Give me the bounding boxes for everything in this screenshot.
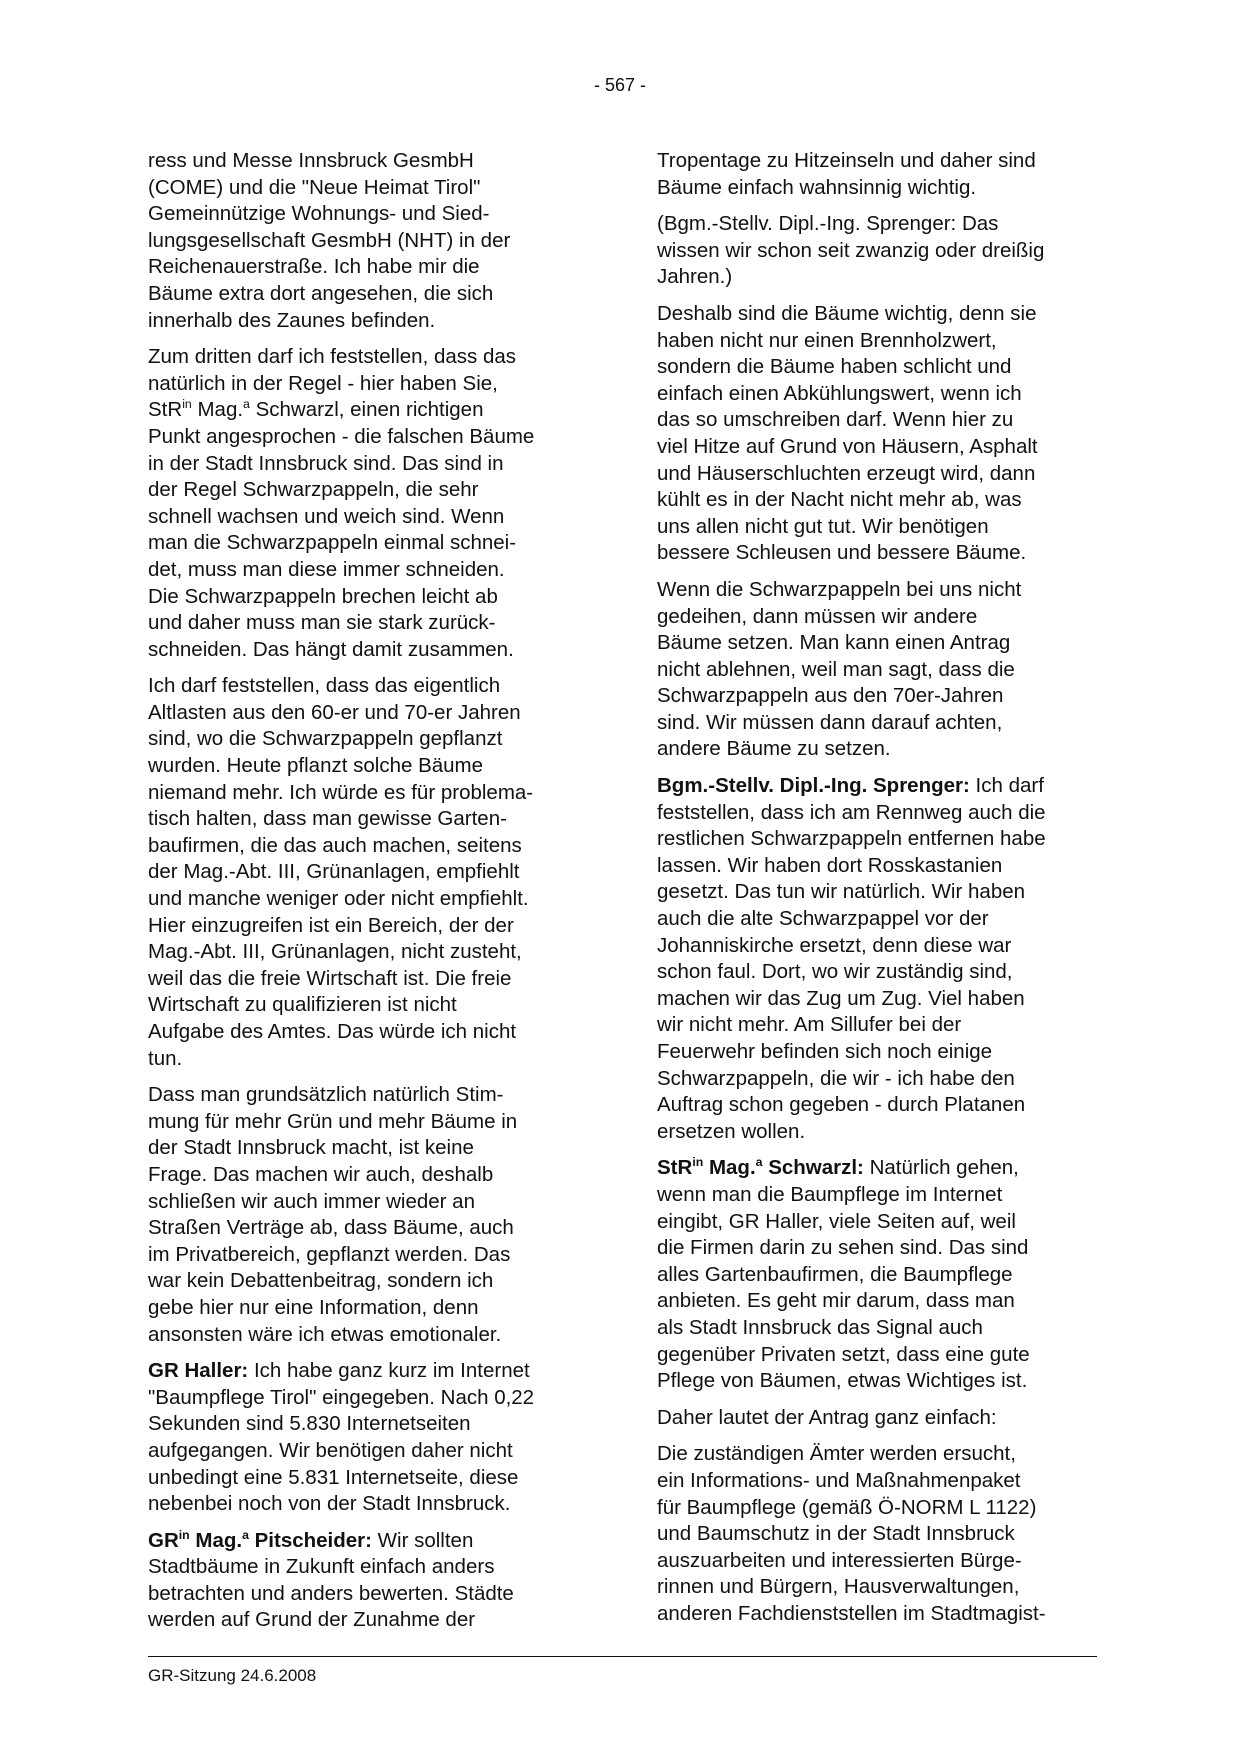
- text-line: alles Gartenbaufirmen, die Baumpflege: [657, 1262, 1013, 1286]
- text-line-with-speaker: [657, 773, 1097, 800]
- text-line: machen wir das Zug um Zug. Viel haben: [657, 986, 1025, 1010]
- right-column: [657, 148, 1097, 1637]
- text-line: restlichen Schwarzpappeln entfernen habe: [657, 827, 1046, 851]
- text-line: wir nicht mehr. Am Sillufer bei der: [657, 1013, 962, 1037]
- text-line: wenn man die Baumpflege im Internet: [657, 1182, 1003, 1206]
- text-line: andere Bäume zu setzen.: [657, 737, 891, 761]
- text-line: baufirmen, die das auch machen, seitens: [148, 833, 522, 857]
- text-line: schneiden. Das hängt damit zusammen.: [148, 637, 514, 661]
- text-line: auszuarbeiten und interessierten Bürge-: [657, 1548, 1022, 1572]
- text-line: (Bgm.-Stellv. Dipl.-Ing. Sprenger: Das: [657, 212, 999, 236]
- superscript: a: [755, 1155, 763, 1170]
- text-line: betrachten und anders bewerten. Städte: [148, 1581, 514, 1605]
- text-line: Bäume setzen. Man kann einen Antrag: [657, 631, 1011, 655]
- text-line: Mag.-Abt. III, Grünanlagen, nicht zusteht,: [148, 940, 522, 964]
- text-line: gebe hier nur eine Information, denn: [148, 1295, 479, 1319]
- text-line: Reichenauerstraße. Ich habe mir die: [148, 255, 480, 279]
- text-line: viel Hitze auf Grund von Häusern, Asphalt: [657, 434, 1038, 458]
- text-line: Hier einzugreifen ist ein Bereich, der der: [148, 913, 514, 937]
- paragraph: [657, 301, 1097, 567]
- text-line: und daher muss man sie stark zurück-: [148, 611, 496, 635]
- footer-divider: [148, 1656, 1097, 1657]
- paragraph: [148, 1082, 588, 1348]
- paragraph: [148, 673, 588, 1072]
- text-line: Gemeinnützige Wohnungs- und Sied-: [148, 202, 490, 226]
- text-line: schließen wir auch immer wieder an: [148, 1189, 475, 1213]
- text-line: Pflege von Bäumen, etwas Wichtiges ist.: [657, 1369, 1028, 1393]
- superscript: in: [692, 1155, 704, 1170]
- text-line: als Stadt Innsbruck das Signal auch: [657, 1315, 983, 1339]
- text-line: uns allen nicht gut tut. Wir benötigen: [657, 514, 989, 538]
- text-line: rinnen und Bürgern, Hausverwaltungen,: [657, 1575, 1020, 1599]
- text-line: haben nicht nur einen Brennholzwert,: [657, 328, 997, 352]
- text-line: (COME) und die "Neue Heimat Tirol": [148, 175, 481, 199]
- text: Ich darf: [969, 774, 1044, 798]
- text-line: war kein Debattenbeitrag, sondern ich: [148, 1269, 494, 1293]
- text-line: Bäume einfach wahnsinnig wichtig.: [657, 175, 977, 199]
- text-line: Straßen Verträge ab, dass Bäume, auch: [148, 1216, 514, 1240]
- left-column: [148, 148, 588, 1644]
- paragraph: [657, 148, 1097, 201]
- text: Mag.: [703, 1156, 756, 1180]
- speaker-name: [657, 1156, 864, 1179]
- text-line: auch die alte Schwarzpappel vor der: [657, 907, 989, 931]
- text-line: Sekunden sind 5.830 Internetseiten: [148, 1412, 471, 1436]
- text-line: lungsgesellschaft GesmbH (NHT) in der: [148, 228, 511, 252]
- text-line-with-speaker: [148, 1358, 588, 1385]
- text: Ich habe ganz kurz im Internet: [248, 1359, 530, 1383]
- text-line: tun.: [148, 1046, 183, 1070]
- text-line: anderen Fachdienststellen im Stadtmagist-: [657, 1601, 1046, 1625]
- text-line: die Firmen darin zu sehen sind. Das sind: [657, 1236, 1029, 1260]
- text-line: Tropentage zu Hitzeinseln und daher sind: [657, 149, 1036, 172]
- text-line: Wirtschaft zu qualifizieren ist nicht: [148, 993, 457, 1017]
- text-line: Bäume extra dort angesehen, die sich: [148, 281, 494, 305]
- paragraph: [148, 1358, 588, 1518]
- text-line: der Stadt Innsbruck macht, ist keine: [148, 1136, 474, 1160]
- text-line: Deshalb sind die Bäume wichtig, denn sie: [657, 301, 1037, 325]
- text-line: Frage. Das machen wir auch, deshalb: [148, 1162, 494, 1186]
- text-line: gedeihen, dann müssen wir andere: [657, 604, 978, 628]
- text-line: Die Schwarzpappeln brechen leicht ab: [148, 584, 498, 608]
- text: Mag.: [191, 398, 244, 422]
- text-line: tisch halten, dass man gewisse Garten-: [148, 807, 507, 831]
- text-line: und manche weniger oder nicht empfiehlt.: [148, 887, 529, 911]
- speaker-name: Bgm.-Stellv. Dipl.-Ing. Sprenger:: [657, 774, 970, 798]
- text-line: der Regel Schwarzpappeln, die sehr: [148, 478, 479, 502]
- paragraph: [148, 344, 588, 663]
- text-line: Wenn die Schwarzpappeln bei uns nicht: [657, 577, 1022, 601]
- text: Natürlich gehen,: [863, 1156, 1019, 1180]
- text-line-with-speaker: [657, 1155, 1097, 1182]
- paragraph: [657, 577, 1097, 763]
- paragraph: [148, 1528, 588, 1634]
- text-line: unbedingt eine 5.831 Internetseite, diese: [148, 1465, 519, 1489]
- text-line: gesetzt. Das tun wir natürlich. Wir haben: [657, 880, 1026, 904]
- text-line: in der Stadt Innsbruck sind. Das sind in: [148, 451, 504, 475]
- text-line: Schwarzpappeln aus den 70er-Jahren: [657, 684, 1004, 708]
- text-line: Dass man grundsätzlich natürlich Stim-: [148, 1083, 504, 1107]
- text-line: werden auf Grund der Zunahme der: [148, 1608, 476, 1632]
- text-line: Aufgabe des Amtes. Das würde ich nicht: [148, 1020, 517, 1043]
- text-line: sondern die Bäume haben schlicht und: [657, 355, 1012, 379]
- text-line: der Mag.-Abt. III, Grünanlagen, empfiehlt: [148, 860, 520, 884]
- text-line: det, muss man diese immer schneiden.: [148, 557, 505, 581]
- paragraph: [657, 1441, 1097, 1627]
- text: Schwarzl:: [762, 1156, 864, 1180]
- paragraph: [657, 1155, 1097, 1394]
- text-line: Zum dritten darf ich feststellen, dass das: [148, 345, 517, 369]
- text-line: Stadtbäume in Zukunft einfach anders: [148, 1555, 495, 1579]
- text-line: Punkt angesprochen - die falschen Bäume: [148, 424, 535, 448]
- text-line: "Baumpflege Tirol" eingegeben. Nach 0,22: [148, 1385, 535, 1409]
- text: Pitscheider:: [248, 1528, 372, 1552]
- speaker-name: [148, 1529, 372, 1552]
- text-line: wurden. Heute pflanzt solche Bäume: [148, 754, 484, 778]
- page-number: - 567 -: [593, 75, 647, 95]
- text-line: innerhalb des Zaunes befinden.: [148, 308, 436, 332]
- text-line: aufgegangen. Wir benötigen daher nicht: [148, 1438, 513, 1462]
- paragraph: [657, 773, 1097, 1145]
- text-line-with-speaker: [148, 1528, 588, 1555]
- paragraph: [148, 148, 588, 334]
- text-line: kühlt es in der Nacht nicht mehr ab, was: [657, 488, 1022, 512]
- text-line: Daher lautet der Antrag ganz einfach:: [657, 1405, 997, 1429]
- text-line: gegenüber Privaten setzt, dass eine gute: [657, 1342, 1030, 1366]
- text-line: Altlasten aus den 60-er und 70-er Jahren: [148, 700, 521, 724]
- paragraph: [657, 211, 1097, 291]
- text-line: anbieten. Es geht mir darum, dass man: [657, 1289, 1015, 1313]
- text-line: eingibt, GR Haller, viele Seiten auf, weil: [657, 1209, 1016, 1233]
- text-line: weil das die freie Wirtschaft ist. Die freie: [148, 966, 512, 990]
- text: GR: [148, 1528, 179, 1552]
- text-line: Auftrag schon gegeben - durch Platanen: [657, 1093, 1026, 1117]
- text-line: Ich darf feststellen, dass das eigentlich: [148, 674, 501, 698]
- text-line: natürlich in der Regel - hier haben Sie,: [148, 371, 498, 395]
- text: Mag.: [189, 1528, 243, 1552]
- text-line: und Häuserschluchten erzeugt wird, dann: [657, 461, 1036, 485]
- text-line: ein Informations- und Maßnahmenpaket: [657, 1468, 1021, 1492]
- superscript: a: [242, 1527, 249, 1542]
- text: StR: [148, 398, 183, 422]
- text-line: niemand mehr. Ich würde es für problema-: [148, 780, 534, 804]
- text: StR: [657, 1156, 693, 1180]
- text-line: lassen. Wir haben dort Rosskastanien: [657, 853, 1003, 877]
- text-line: sind. Wir müssen dann darauf achten,: [657, 710, 1003, 734]
- text-line: schon faul. Dort, wo wir zuständig sind,: [657, 960, 1013, 984]
- superscript: in: [178, 1527, 190, 1542]
- footer-text: GR-Sitzung 24.6.2008: [148, 1666, 317, 1685]
- text-line: Jahren.): [657, 265, 733, 289]
- text-line: ress und Messe Innsbruck GesmbH: [148, 149, 474, 172]
- text-line: für Baumpflege (gemäß Ö-NORM L 1122): [657, 1495, 1037, 1519]
- text-line: Feuerwehr befinden sich noch einige: [657, 1040, 993, 1063]
- text: Schwarzl, einen richtigen: [249, 398, 484, 422]
- text-line: nebenbei noch von der Stadt Innsbruck.: [148, 1492, 511, 1516]
- text-line: feststellen, dass ich am Rennweg auch die: [657, 800, 1046, 824]
- text: Wir sollten: [371, 1528, 474, 1552]
- text-line: schnell wachsen und weich sind. Wenn: [148, 504, 505, 528]
- speaker-name: GR Haller:: [148, 1359, 249, 1383]
- text-line: bessere Schleusen und bessere Bäume.: [657, 541, 1027, 565]
- text-line: wissen wir schon seit zwanzig oder dreißig: [657, 238, 1045, 262]
- text-line: das so umschreiben darf. Wenn hier zu: [657, 408, 1014, 432]
- text-line: Die zuständigen Ämter werden ersucht,: [657, 1442, 1016, 1466]
- text-line-with-superscript: [148, 397, 588, 424]
- superscript: in: [182, 397, 192, 412]
- text-line: nicht ablehnen, weil man sagt, dass die: [657, 657, 1015, 681]
- text-line: man die Schwarzpappeln einmal schnei-: [148, 531, 517, 555]
- text-line: und Baumschutz in der Stadt Innsbruck: [657, 1522, 1015, 1546]
- text-line: einfach einen Abkühlungswert, wenn ich: [657, 381, 1022, 405]
- text-line: Schwarzpappeln, die wir - ich habe den: [657, 1066, 1015, 1090]
- text-line: sind, wo die Schwarzpappeln gepflanzt: [148, 727, 503, 751]
- text-line: ersetzen wollen.: [657, 1119, 806, 1143]
- text-line: im Privatbereich, gepflanzt werden. Das: [148, 1242, 511, 1266]
- text-line: ansonsten wäre ich etwas emotionaler.: [148, 1322, 502, 1346]
- paragraph: [657, 1405, 1097, 1432]
- text-line: mung für mehr Grün und mehr Bäume in: [148, 1109, 518, 1133]
- text-line: Johanniskirche ersetzt, denn diese war: [657, 933, 1012, 957]
- superscript: a: [243, 397, 250, 412]
